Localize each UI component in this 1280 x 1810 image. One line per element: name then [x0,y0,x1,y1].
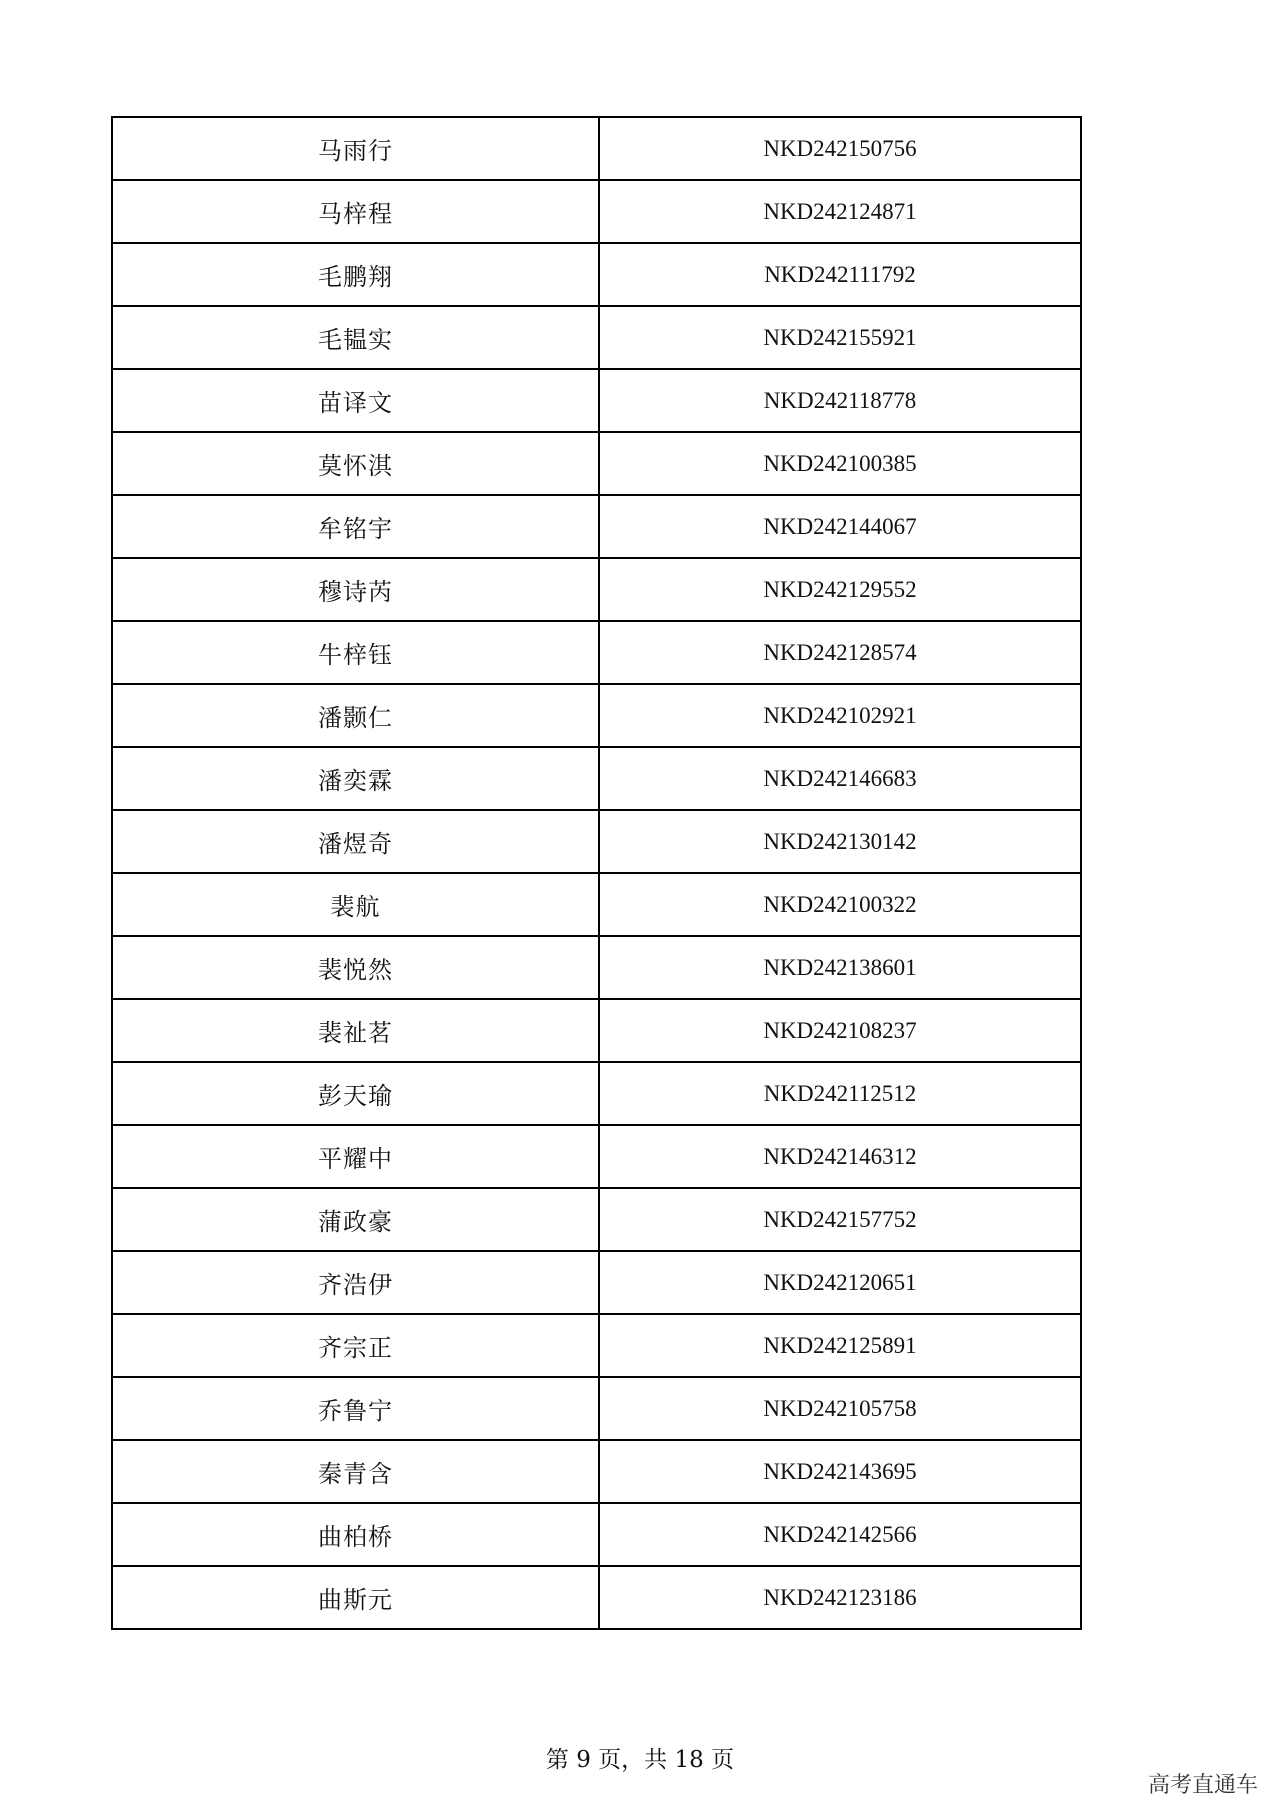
name-cell: 裴悦然 [112,936,599,999]
name-cell: 潘煜奇 [112,810,599,873]
table-row [112,432,1081,495]
id-cell: NKD242118778 [599,369,1081,432]
table-row [112,999,1081,1062]
id-cell: NKD242130142 [599,810,1081,873]
table-row [112,180,1081,243]
table-row [112,621,1081,684]
name-cell: 马雨行 [112,117,599,180]
name-cell: 秦青含 [112,1440,599,1503]
id-cell: NKD242100322 [599,873,1081,936]
name-cell: 莫怀淇 [112,432,599,495]
table-row [112,873,1081,936]
name-cell: 曲斯元 [112,1566,599,1629]
id-cell: NKD242129552 [599,558,1081,621]
table-row [112,1125,1081,1188]
table-row [112,243,1081,306]
table-row [112,936,1081,999]
table-row [112,306,1081,369]
table-row [112,747,1081,810]
table-row [112,684,1081,747]
name-cell: 潘奕霖 [112,747,599,810]
watermark-text: 高考直通车 [1147,1773,1258,1798]
name-cell: 马梓程 [112,180,599,243]
id-cell: NKD242144067 [599,495,1081,558]
name-cell: 彭天瑜 [112,1062,599,1125]
name-cell: 牛梓钰 [112,621,599,684]
name-cell: 齐宗正 [112,1314,599,1377]
table-row [112,1377,1081,1440]
table-row [112,558,1081,621]
id-cell: NKD242146683 [599,747,1081,810]
id-cell: NKD242155921 [599,306,1081,369]
table-row [112,810,1081,873]
id-cell: NKD242146312 [599,1125,1081,1188]
id-cell: NKD242138601 [599,936,1081,999]
id-cell: NKD242105758 [599,1377,1081,1440]
table-row [112,1440,1081,1503]
table-row [112,117,1081,180]
id-cell: NKD242142566 [599,1503,1081,1566]
id-cell: NKD242120651 [599,1251,1081,1314]
roster-table [111,116,1082,1630]
name-cell: 牟铭宇 [112,495,599,558]
id-cell: NKD242128574 [599,621,1081,684]
page-footer: 第 9 页，共 18 页 [545,1747,735,1773]
id-cell: NKD242143695 [599,1440,1081,1503]
name-cell: 苗译文 [112,369,599,432]
name-cell: 裴航 [112,873,599,936]
id-cell: NKD242111792 [599,243,1081,306]
id-cell: NKD242124871 [599,180,1081,243]
table-row [112,495,1081,558]
name-cell: 齐浩伊 [112,1251,599,1314]
name-cell: 平耀中 [112,1125,599,1188]
id-cell: NKD242157752 [599,1188,1081,1251]
table-row [112,1503,1081,1566]
table-row [112,1251,1081,1314]
id-cell: NKD242100385 [599,432,1081,495]
name-cell: 曲柏桥 [112,1503,599,1566]
name-cell: 裴祉茗 [112,999,599,1062]
name-cell: 乔鲁宁 [112,1377,599,1440]
id-cell: NKD242108237 [599,999,1081,1062]
name-cell: 穆诗芮 [112,558,599,621]
id-cell: NKD242123186 [599,1566,1081,1629]
name-cell: 毛鹏翔 [112,243,599,306]
table-row [112,369,1081,432]
table-row [112,1062,1081,1125]
id-cell: NKD242150756 [599,117,1081,180]
table-row [112,1566,1081,1629]
table-row [112,1188,1081,1251]
name-cell: 潘颢仁 [112,684,599,747]
id-cell: NKD242125891 [599,1314,1081,1377]
id-cell: NKD242112512 [599,1062,1081,1125]
name-cell: 蒲政豪 [112,1188,599,1251]
name-cell: 毛韫实 [112,306,599,369]
id-cell: NKD242102921 [599,684,1081,747]
table-row [112,1314,1081,1377]
roster-body [112,117,1081,1629]
